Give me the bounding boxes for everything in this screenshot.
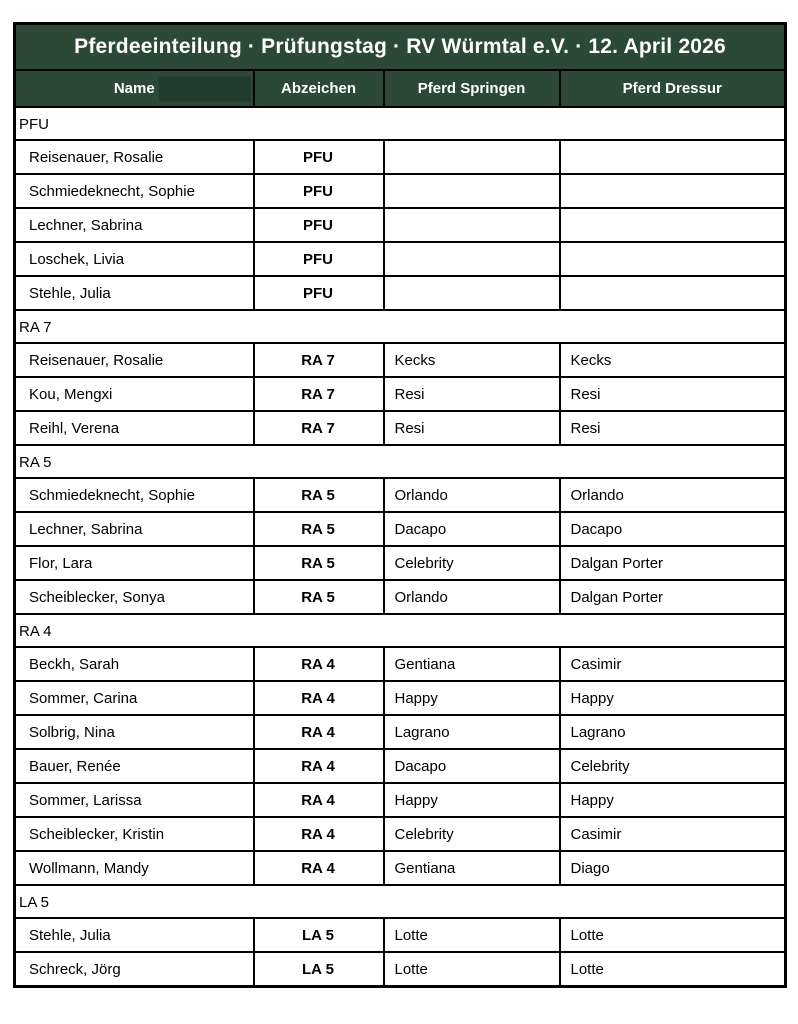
abzeichen-cell: PFU (254, 208, 384, 242)
pferd-springen-cell: Happy (384, 783, 560, 817)
pferd-springen-cell: Lotte (384, 952, 560, 987)
pferd-dressur-cell: Resi (560, 411, 786, 445)
name-cell: Schmiedeknecht, Sophie (15, 478, 254, 512)
group-header-row (15, 445, 786, 478)
abzeichen-cell: LA 5 (254, 952, 384, 987)
pferd-dressur-cell: Dacapo (560, 512, 786, 546)
pferd-dressur-cell: Lotte (560, 918, 786, 952)
pferd-dressur-cell: Lagrano (560, 715, 786, 749)
group-label: RA 4 (15, 614, 786, 647)
pferd-dressur-cell: Happy (560, 681, 786, 715)
abzeichen-cell: RA 5 (254, 478, 384, 512)
name-cell: Scheiblecker, Kristin (15, 817, 254, 851)
table-row (15, 411, 786, 445)
table-row (15, 783, 786, 817)
abzeichen-cell: PFU (254, 174, 384, 208)
group-label: RA 5 (15, 445, 786, 478)
pferd-springen-cell: Resi (384, 377, 560, 411)
pferd-springen-cell: Gentiana (384, 851, 560, 885)
abzeichen-cell: RA 4 (254, 749, 384, 783)
name-cell: Lechner, Sabrina (15, 512, 254, 546)
document-title: Pferdeeinteilung · Prüfungstag · RV Würmtal e.V. · 12. April 2026 (15, 24, 786, 71)
pferd-dressur-cell (560, 174, 786, 208)
group-header-row (15, 885, 786, 918)
abzeichen-cell: RA 7 (254, 377, 384, 411)
column-header-abzeichen: Abzeichen (254, 70, 384, 107)
pferdeeinteilung-table (13, 22, 787, 988)
name-cell: Schmiedeknecht, Sophie (15, 174, 254, 208)
pferd-springen-cell: Resi (384, 411, 560, 445)
table-row (15, 749, 786, 783)
pferd-dressur-cell: Diago (560, 851, 786, 885)
pferd-dressur-cell: Dalgan Porter (560, 580, 786, 614)
abzeichen-cell: RA 5 (254, 546, 384, 580)
name-redaction-box (159, 76, 251, 101)
name-cell: Schreck, Jörg (15, 952, 254, 987)
group-label: RA 7 (15, 310, 786, 343)
pferd-springen-cell: Gentiana (384, 647, 560, 681)
pferd-springen-cell (384, 276, 560, 310)
pferd-springen-cell (384, 242, 560, 276)
table-row (15, 715, 786, 749)
pferd-springen-cell: Orlando (384, 580, 560, 614)
table-row (15, 377, 786, 411)
name-cell: Bauer, Renée (15, 749, 254, 783)
name-cell: Solbrig, Nina (15, 715, 254, 749)
pferd-springen-cell: Dacapo (384, 512, 560, 546)
table-row (15, 817, 786, 851)
name-cell: Lechner, Sabrina (15, 208, 254, 242)
pferd-dressur-cell (560, 242, 786, 276)
abzeichen-cell: RA 7 (254, 343, 384, 377)
abzeichen-cell: PFU (254, 276, 384, 310)
pferd-springen-cell: Lagrano (384, 715, 560, 749)
name-cell: Scheiblecker, Sonya (15, 580, 254, 614)
table-body (15, 107, 786, 987)
table-row (15, 343, 786, 377)
group-header-row (15, 310, 786, 343)
table-row (15, 681, 786, 715)
pferd-dressur-cell (560, 140, 786, 174)
pferd-dressur-cell: Happy (560, 783, 786, 817)
abzeichen-cell: RA 4 (254, 647, 384, 681)
pferd-dressur-cell: Resi (560, 377, 786, 411)
abzeichen-cell: RA 7 (254, 411, 384, 445)
group-label: LA 5 (15, 885, 786, 918)
abzeichen-cell: RA 5 (254, 512, 384, 546)
table-row (15, 276, 786, 310)
name-cell: Reisenauer, Rosalie (15, 140, 254, 174)
pferd-dressur-cell (560, 208, 786, 242)
table-row (15, 478, 786, 512)
pferd-springen-cell: Lotte (384, 918, 560, 952)
table-row (15, 918, 786, 952)
table-row (15, 546, 786, 580)
table-row (15, 851, 786, 885)
abzeichen-cell: PFU (254, 242, 384, 276)
column-header-pferd-dressur: Pferd Dressur (560, 70, 786, 107)
column-header-name-label: Name (113, 80, 155, 97)
pferd-springen-cell: Kecks (384, 343, 560, 377)
title-row (15, 24, 786, 71)
abzeichen-cell: RA 4 (254, 783, 384, 817)
table-row (15, 580, 786, 614)
name-cell: Reihl, Verena (15, 411, 254, 445)
pferd-dressur-cell: Lotte (560, 952, 786, 987)
pferd-dressur-cell: Kecks (560, 343, 786, 377)
pferd-springen-cell (384, 140, 560, 174)
group-label: PFU (15, 107, 786, 140)
pferd-springen-cell (384, 208, 560, 242)
pferd-dressur-cell: Celebrity (560, 749, 786, 783)
abzeichen-cell: RA 5 (254, 580, 384, 614)
group-header-row (15, 614, 786, 647)
abzeichen-cell: PFU (254, 140, 384, 174)
name-cell: Kou, Mengxi (15, 377, 254, 411)
table-row (15, 647, 786, 681)
name-cell: Sommer, Carina (15, 681, 254, 715)
pferd-springen-cell: Orlando (384, 478, 560, 512)
name-cell: Stehle, Julia (15, 918, 254, 952)
abzeichen-cell: LA 5 (254, 918, 384, 952)
pferd-dressur-cell (560, 276, 786, 310)
table-row (15, 512, 786, 546)
pferd-dressur-cell: Orlando (560, 478, 786, 512)
table-row (15, 208, 786, 242)
abzeichen-cell: RA 4 (254, 851, 384, 885)
name-cell: Beckh, Sarah (15, 647, 254, 681)
pferd-springen-cell: Dacapo (384, 749, 560, 783)
abzeichen-cell: RA 4 (254, 681, 384, 715)
column-header-name (15, 70, 254, 107)
pferd-dressur-cell: Casimir (560, 647, 786, 681)
column-header-pferd-springen: Pferd Springen (384, 70, 560, 107)
pferd-dressur-cell: Casimir (560, 817, 786, 851)
name-cell: Sommer, Larissa (15, 783, 254, 817)
pferd-springen-cell: Celebrity (384, 546, 560, 580)
pferd-springen-cell: Happy (384, 681, 560, 715)
pferd-dressur-cell: Dalgan Porter (560, 546, 786, 580)
table-row (15, 174, 786, 208)
pferd-springen-cell (384, 174, 560, 208)
name-cell: Flor, Lara (15, 546, 254, 580)
table-row (15, 242, 786, 276)
name-cell: Wollmann, Mandy (15, 851, 254, 885)
column-header-row (15, 70, 786, 107)
abzeichen-cell: RA 4 (254, 817, 384, 851)
group-header-row (15, 107, 786, 140)
name-cell: Stehle, Julia (15, 276, 254, 310)
table-row (15, 952, 786, 987)
pferd-springen-cell: Celebrity (384, 817, 560, 851)
table-row (15, 140, 786, 174)
name-cell: Loschek, Livia (15, 242, 254, 276)
name-cell: Reisenauer, Rosalie (15, 343, 254, 377)
abzeichen-cell: RA 4 (254, 715, 384, 749)
